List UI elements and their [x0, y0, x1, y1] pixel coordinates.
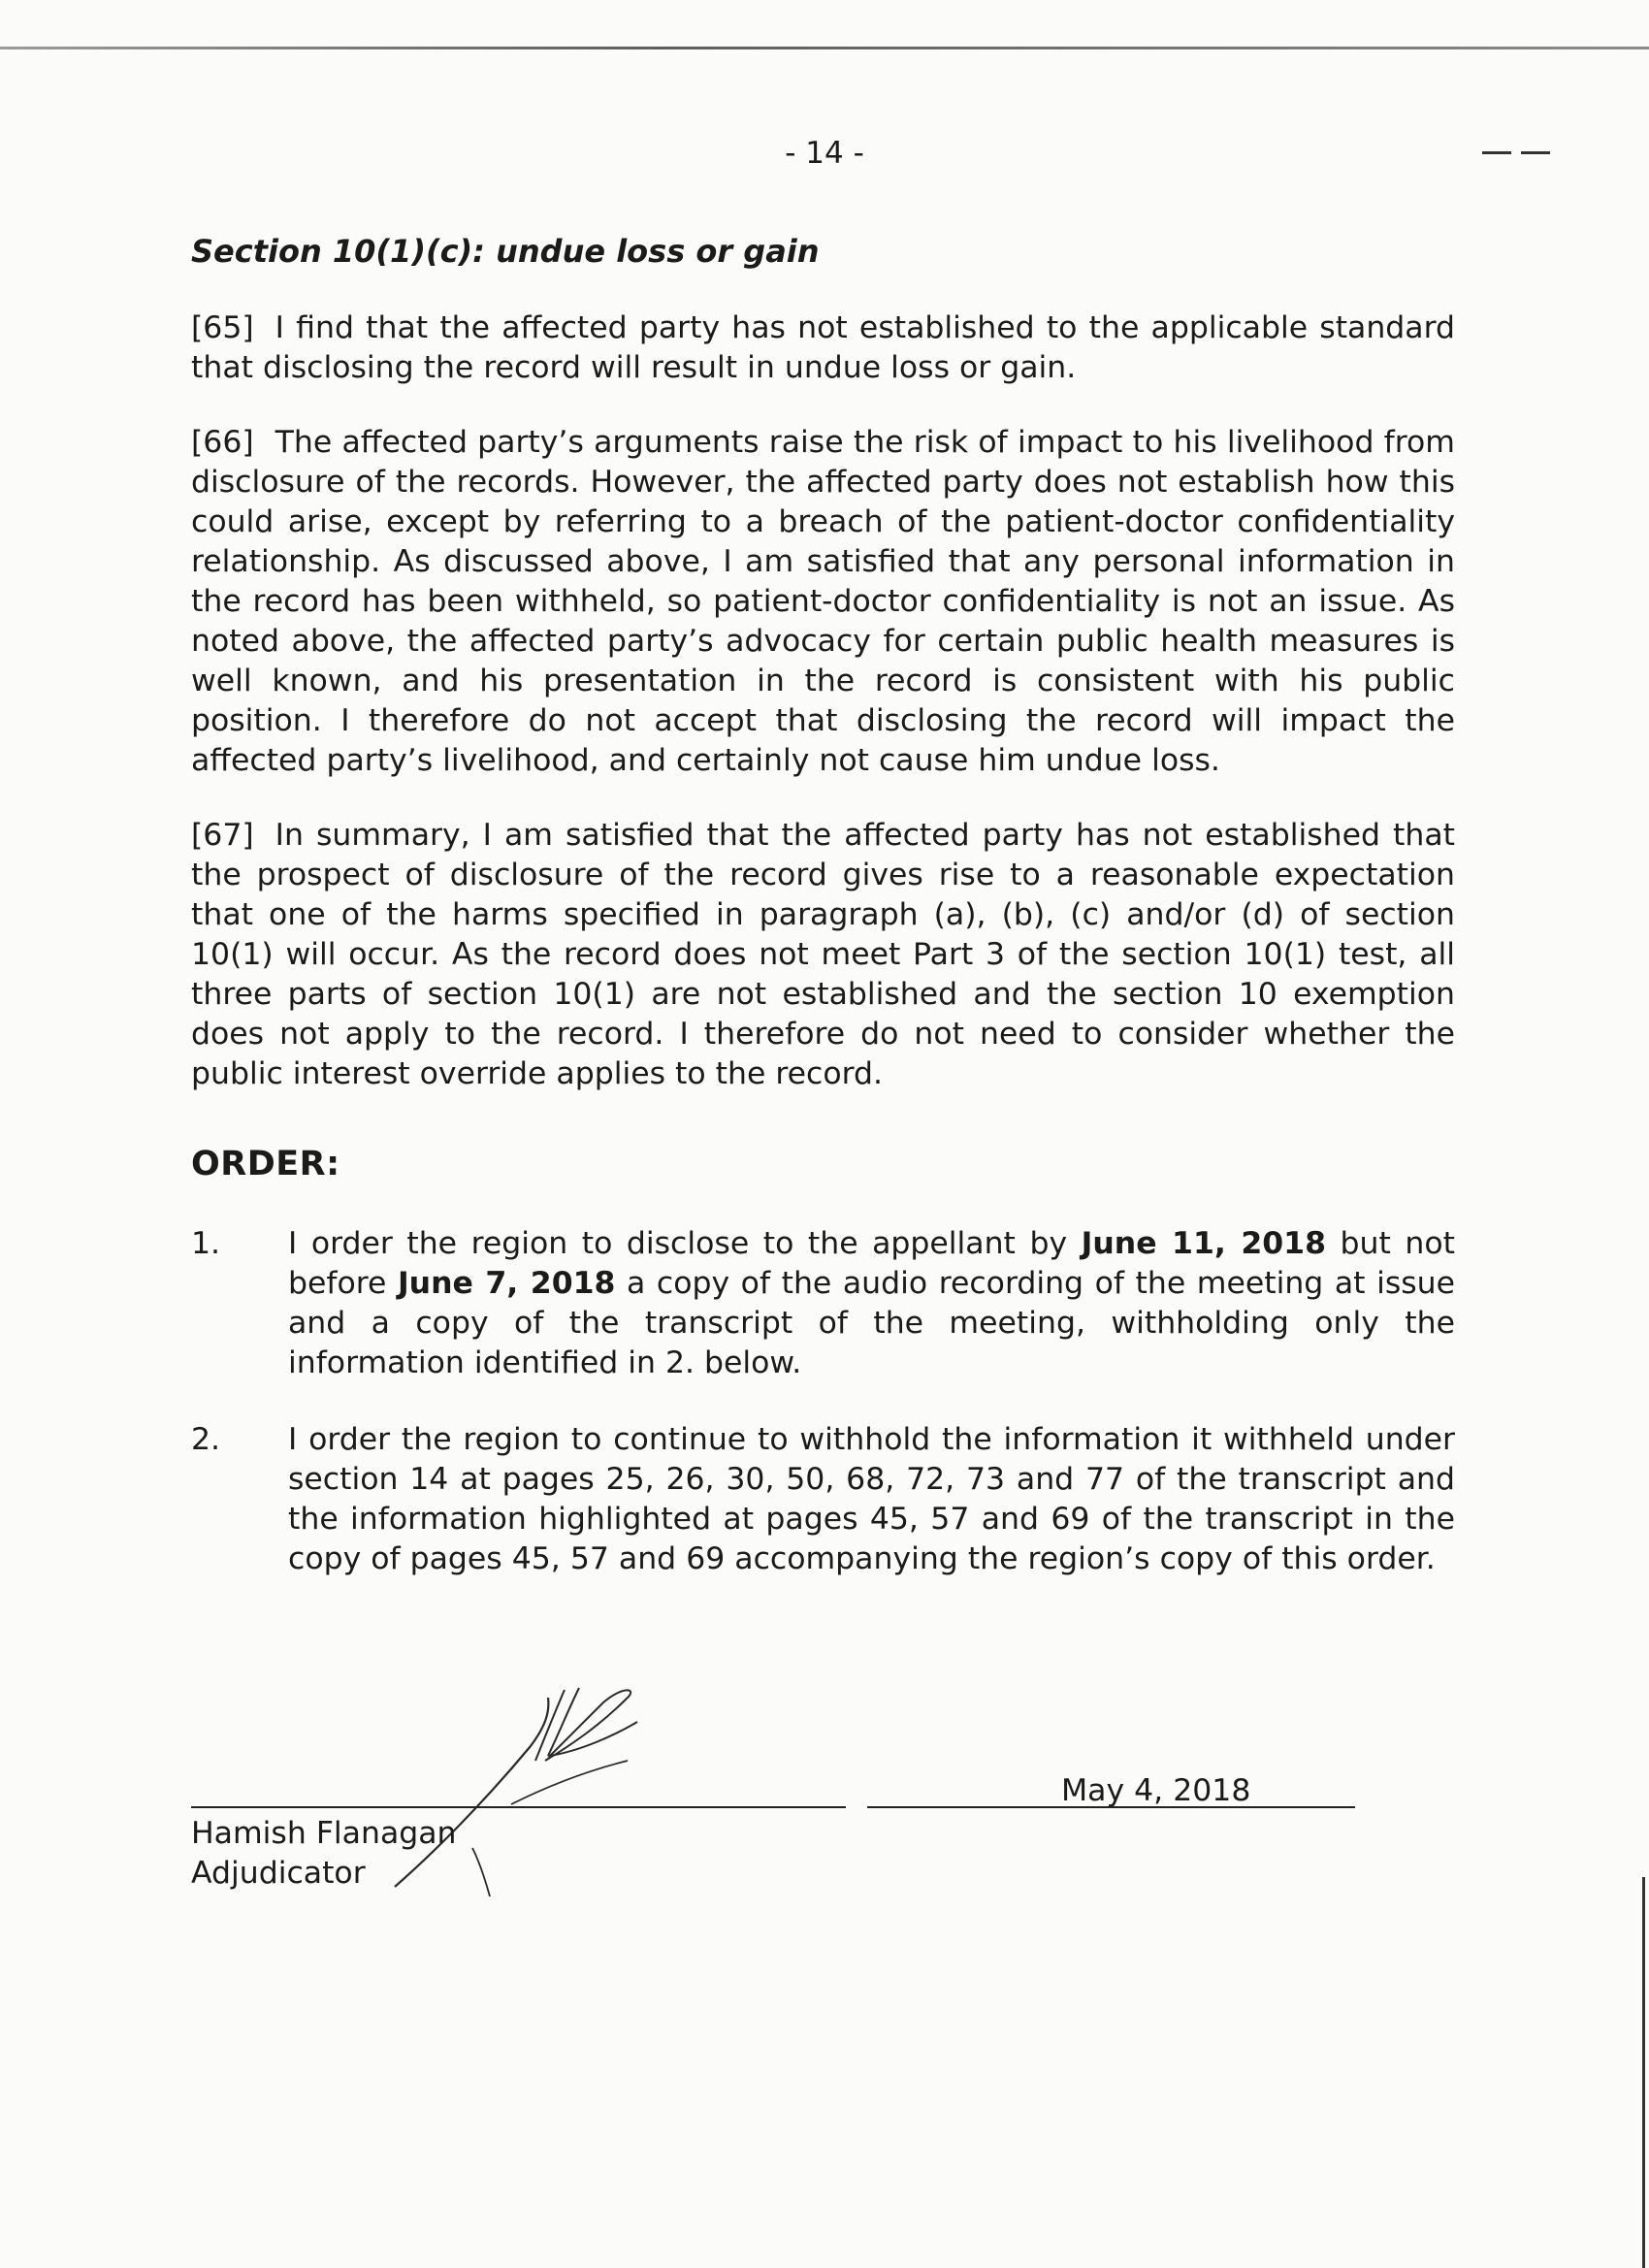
order-text-segment: I order the region to disclose to the appellant by — [288, 1226, 1082, 1261]
order-text-segment: but not before — [288, 1226, 1455, 1301]
paragraph-65 — [191, 308, 1455, 388]
page-number: - 14 - — [785, 136, 864, 171]
signature-date: May 4, 2018 — [1061, 1773, 1251, 1808]
paragraph-text: I find that the affected party has not established to the applicable standard that disclosing the record will result in undue loss or gain. — [191, 310, 1455, 385]
order-deadline-date: June 11, 2018 — [1081, 1226, 1327, 1261]
order-item-2 — [191, 1420, 1455, 1579]
order-item-number: 2. — [191, 1422, 221, 1457]
signatory-name: Hamish Flanagan — [191, 1816, 457, 1851]
order-item-number: 1. — [191, 1226, 221, 1261]
signatory — [191, 1814, 457, 1894]
signature-line — [191, 1806, 846, 1808]
paragraph-66 — [191, 423, 1455, 781]
signatory-title: Adjudicator — [191, 1856, 366, 1891]
paragraph-text: The affected party’s arguments raise the risk of impact to his livelihood from disclosure of the records. However, the affected party does not establish how this could arise, except by referring to a breach of the patient-doctor confidentiality relationship. As discussed above, I am satisfied that any personal information in the record has been withheld, so patient-doctor confidentiality is not an issue. As noted above, the affected party’s advocacy for certain public health measures is well known, and his presentation in the record is consistent with his public position. I therefore do not accept that disclosing the record will impact the affected party’s livelihood, and certainly not cause him undue loss. — [191, 425, 1455, 778]
scan-edge-right — [1642, 1877, 1645, 2268]
order-heading: ORDER: — [191, 1145, 340, 1183]
paragraph-number: [67] — [191, 818, 254, 853]
order-earliest-date: June 7, 2018 — [397, 1266, 616, 1301]
paragraph-67 — [191, 816, 1455, 1094]
signature-block — [191, 1669, 1365, 1901]
paragraph-text: In summary, I am satisfied that the affected party has not established that the prospect of disclosure of the record gives rise to a reasonable expectation that one of the harms specified in paragraph (a), (b), (c) and/or (d) of section 10(1) will occur. As the record does not meet Part 3 of the section 10(1) test, all three parts of section 10(1) are not established and the section 10 exemption does not apply to the record. I therefore do not need to consider whether the public interest override applies to the record. — [191, 818, 1455, 1091]
paragraph-number: [66] — [191, 425, 254, 460]
document-body — [191, 233, 1455, 1616]
section-heading: Section 10(1)(c): undue loss or gain — [191, 233, 820, 270]
order-item-text — [288, 1224, 1455, 1383]
order-text-segment: a copy of the audio recording of the meeting at issue and a copy of the transcript of the meeting, withholding only the information identified in 2. below. — [288, 1266, 1455, 1380]
scan-edge-top — [0, 47, 1649, 49]
order-item-text: I order the region to continue to withhold the information it withheld under section 14 at pages 25, 26, 30, 50, 68, 72, 73 and 77 of the transcript and the information highlighted at pages 45, 57 and 69 of the transcript in the copy of pages 45, 57 and 69 accompanying the region’s copy of this order. — [288, 1422, 1455, 1576]
paragraph-number: [65] — [191, 310, 254, 345]
order-item-1 — [191, 1224, 1455, 1383]
